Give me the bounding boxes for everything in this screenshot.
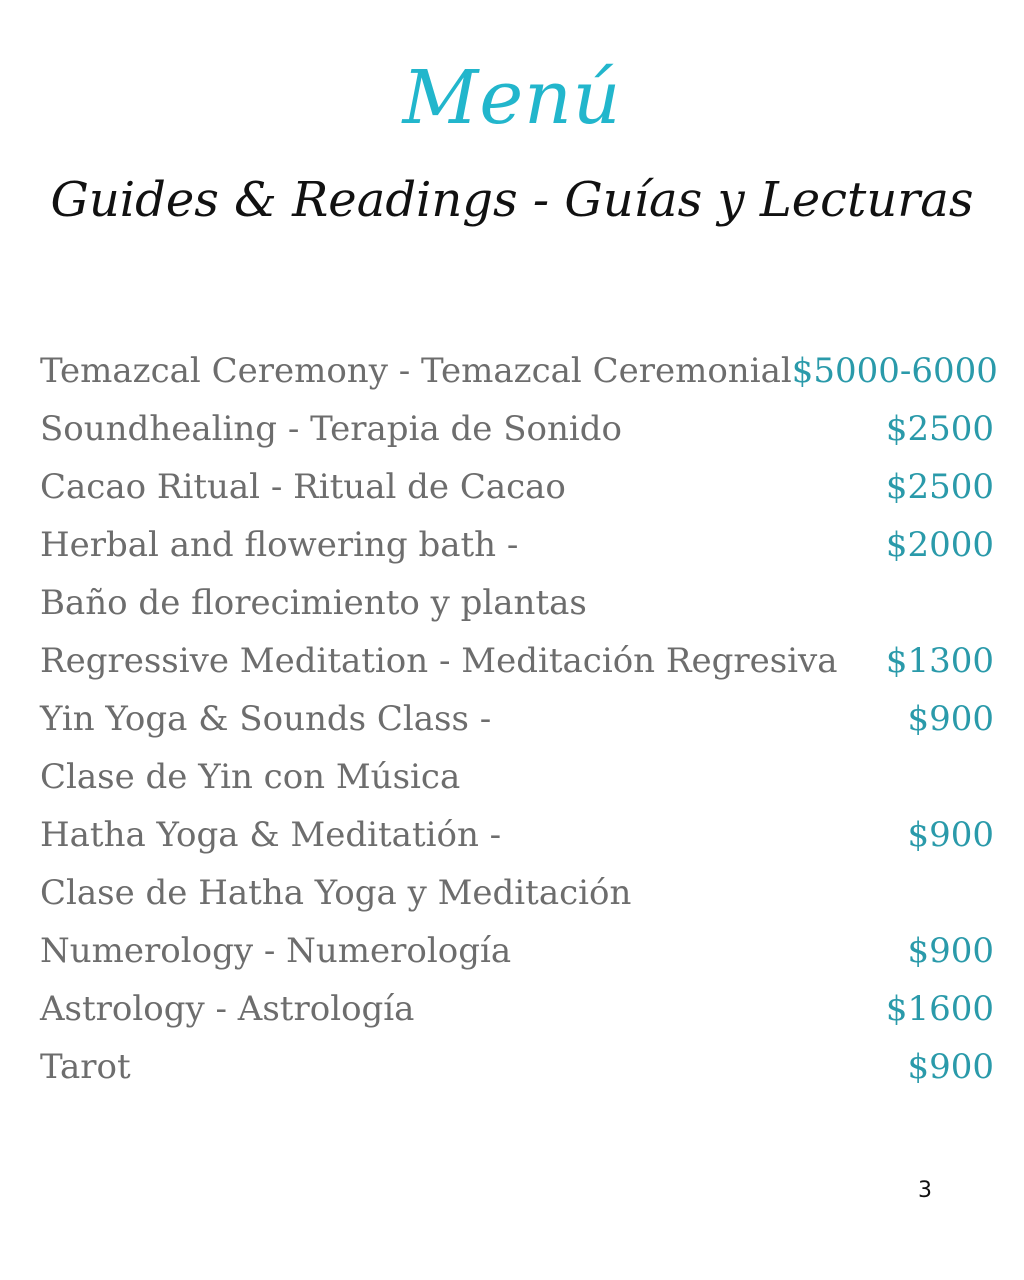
item-name: Astrology - Astrología — [40, 989, 415, 1029]
menu-item — [40, 690, 994, 748]
menu-item — [40, 922, 994, 980]
item-price: $900 — [907, 699, 994, 739]
item-name: Temazcal Ceremony - Temazcal Ceremonial — [40, 351, 792, 391]
menu-item — [40, 458, 994, 516]
item-name: Yin Yoga & Sounds Class - — [40, 699, 492, 739]
item-price: $2500 — [885, 467, 994, 507]
menu-item — [40, 1038, 994, 1096]
item-name: Hatha Yoga & Meditatión - — [40, 815, 502, 855]
item-name: Tarot — [40, 1047, 131, 1087]
item-price: $900 — [907, 815, 994, 855]
menu-item — [40, 516, 994, 574]
price-list — [40, 342, 998, 1096]
menu-title: Menú — [402, 55, 622, 141]
item-name: Regressive Meditation - Meditación Regresiva — [40, 641, 838, 681]
menu-item — [40, 806, 994, 864]
item-name-translation: Clase de Yin con Música — [40, 757, 461, 797]
item-name: Cacao Ritual - Ritual de Cacao — [40, 467, 566, 507]
menu-item — [40, 400, 994, 458]
item-name-translation: Baño de florecimiento y plantas — [40, 583, 587, 623]
section-subtitle: Guides & Readings - Guías y Lecturas — [50, 172, 974, 228]
item-price: $900 — [907, 931, 994, 971]
item-name: Herbal and flowering bath - — [40, 525, 519, 565]
item-price: $2000 — [885, 525, 994, 565]
item-name: Numerology - Numerología — [40, 931, 512, 971]
item-price: $5000-6000 — [791, 351, 998, 391]
item-price: $2500 — [885, 409, 994, 449]
page-number: 3 — [918, 1178, 932, 1203]
item-price: $1300 — [885, 641, 994, 681]
item-price: $900 — [907, 1047, 994, 1087]
item-name-translation: Clase de Hatha Yoga y Meditación — [40, 873, 632, 913]
item-name: Soundhealing - Terapia de Sonido — [40, 409, 622, 449]
menu-item — [40, 980, 994, 1038]
item-price: $1600 — [885, 989, 994, 1029]
menu-item — [40, 342, 998, 400]
menu-item — [40, 632, 994, 690]
